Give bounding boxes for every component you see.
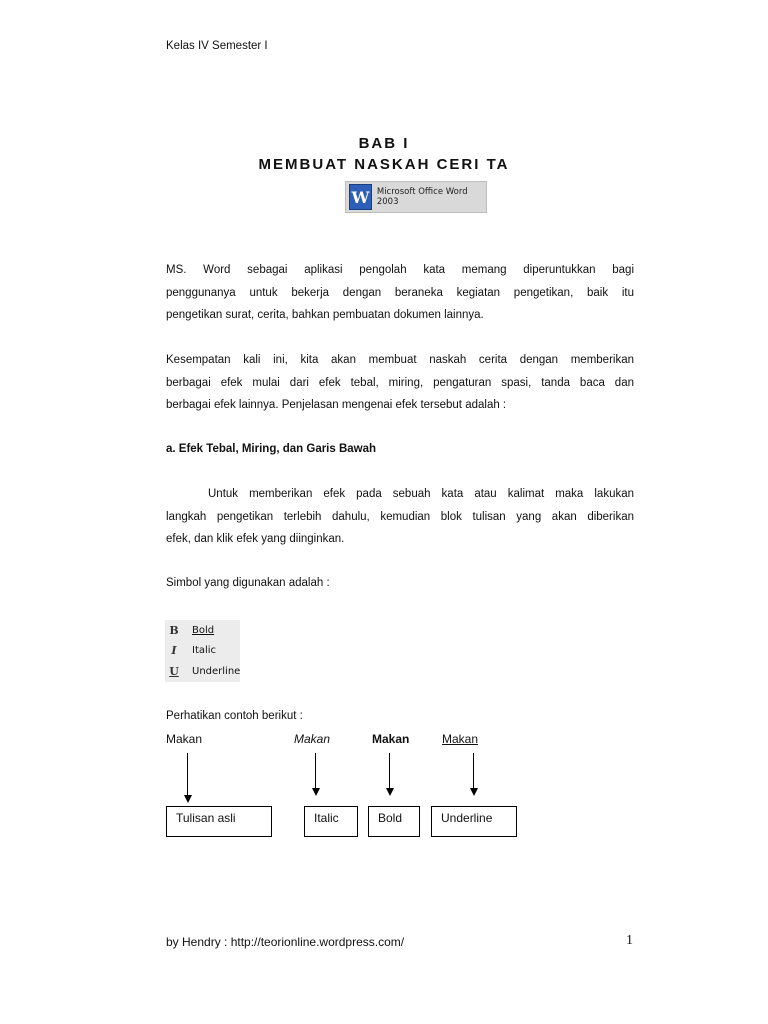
underline-icon: U (169, 664, 179, 678)
toolbar-item-underline (165, 662, 240, 680)
arrow-down-icon (184, 795, 192, 803)
arrow-line (389, 753, 390, 788)
example-word-italic: Makan (294, 732, 331, 746)
toolbar-label: Underline (192, 665, 241, 677)
paragraph-line: berbagai efek mulai dari efek tebal, miring, pengaturan spasi, tanda baca dan (166, 376, 634, 389)
chapter-title: BAB I (358, 135, 410, 152)
page-header: Kelas IV Semester I (166, 40, 268, 52)
format-toolbar-image (165, 620, 240, 682)
paragraph-intro (166, 259, 634, 327)
paragraph-line: Kesempatan kali ini, kita akan membuat naskah cerita dengan memberikan (166, 354, 634, 366)
toolbar-label: Bold (192, 624, 215, 636)
box-bold: Bold (368, 806, 420, 837)
paragraph-kesempatan (166, 349, 634, 417)
symbol-intro: Simbol yang digunakan adalah : (166, 577, 330, 589)
word-logo-icon: W (349, 184, 372, 210)
toolbar-item-italic (165, 641, 216, 659)
paragraph-line: langkah pengetikan terlebih dahulu, kemudian blok tulisan yang akan diberikan (166, 510, 634, 523)
bold-icon: B (169, 623, 179, 637)
toolbar-label: Italic (192, 644, 217, 656)
arrow-down-icon (470, 788, 478, 796)
arrow-line (187, 753, 188, 795)
arrow-down-icon (386, 788, 394, 796)
word-2003-banner (345, 181, 487, 213)
toolbar-item-bold (165, 621, 214, 639)
box-italic: Italic (304, 806, 358, 837)
example-word-underline: Makan (442, 732, 479, 746)
paragraph-line: berbagai efek lainnya. Penjelasan mengenai efek tersebut adalah : (166, 399, 507, 411)
section-heading: a. Efek Tebal, Miring, dan Garis Bawah (166, 443, 377, 455)
example-word-bold: Makan (372, 732, 410, 746)
arrow-line (315, 753, 316, 788)
arrow-down-icon (312, 788, 320, 796)
paragraph-line: efek, dan klik efek yang diinginkan. (166, 533, 345, 545)
banner-text: Microsoft Office Word 2003 (376, 187, 468, 207)
page-number: 1 (626, 933, 633, 948)
page-footer: by Hendry : http://teorionline.wordpress.com/ (166, 935, 405, 949)
paragraph-line: Untuk memberikan efek pada sebuah kata atau kalimat maka lakukan (208, 488, 634, 500)
box-underline: Underline (431, 806, 517, 837)
paragraph-instructions (166, 483, 634, 551)
paragraph-line: penggunanya untuk bekerja dengan beraneka kegiatan pengetikan, baik itu (166, 286, 634, 299)
example-word-plain: Makan (166, 732, 203, 746)
italic-icon: I (171, 643, 177, 657)
paragraph-line: MS. Word sebagai aplikasi pengolah kata memang diperuntukkan bagi (166, 264, 634, 276)
example-intro: Perhatikan contoh berikut : (166, 710, 303, 722)
arrow-line (473, 753, 474, 788)
box-original: Tulisan asli (166, 806, 272, 837)
chapter-subtitle: MEMBUAT NASKAH CERI TA (258, 156, 510, 173)
paragraph-line: pengetikan surat, cerita, bahkan pembuatan dokumen lainnya. (166, 309, 484, 321)
